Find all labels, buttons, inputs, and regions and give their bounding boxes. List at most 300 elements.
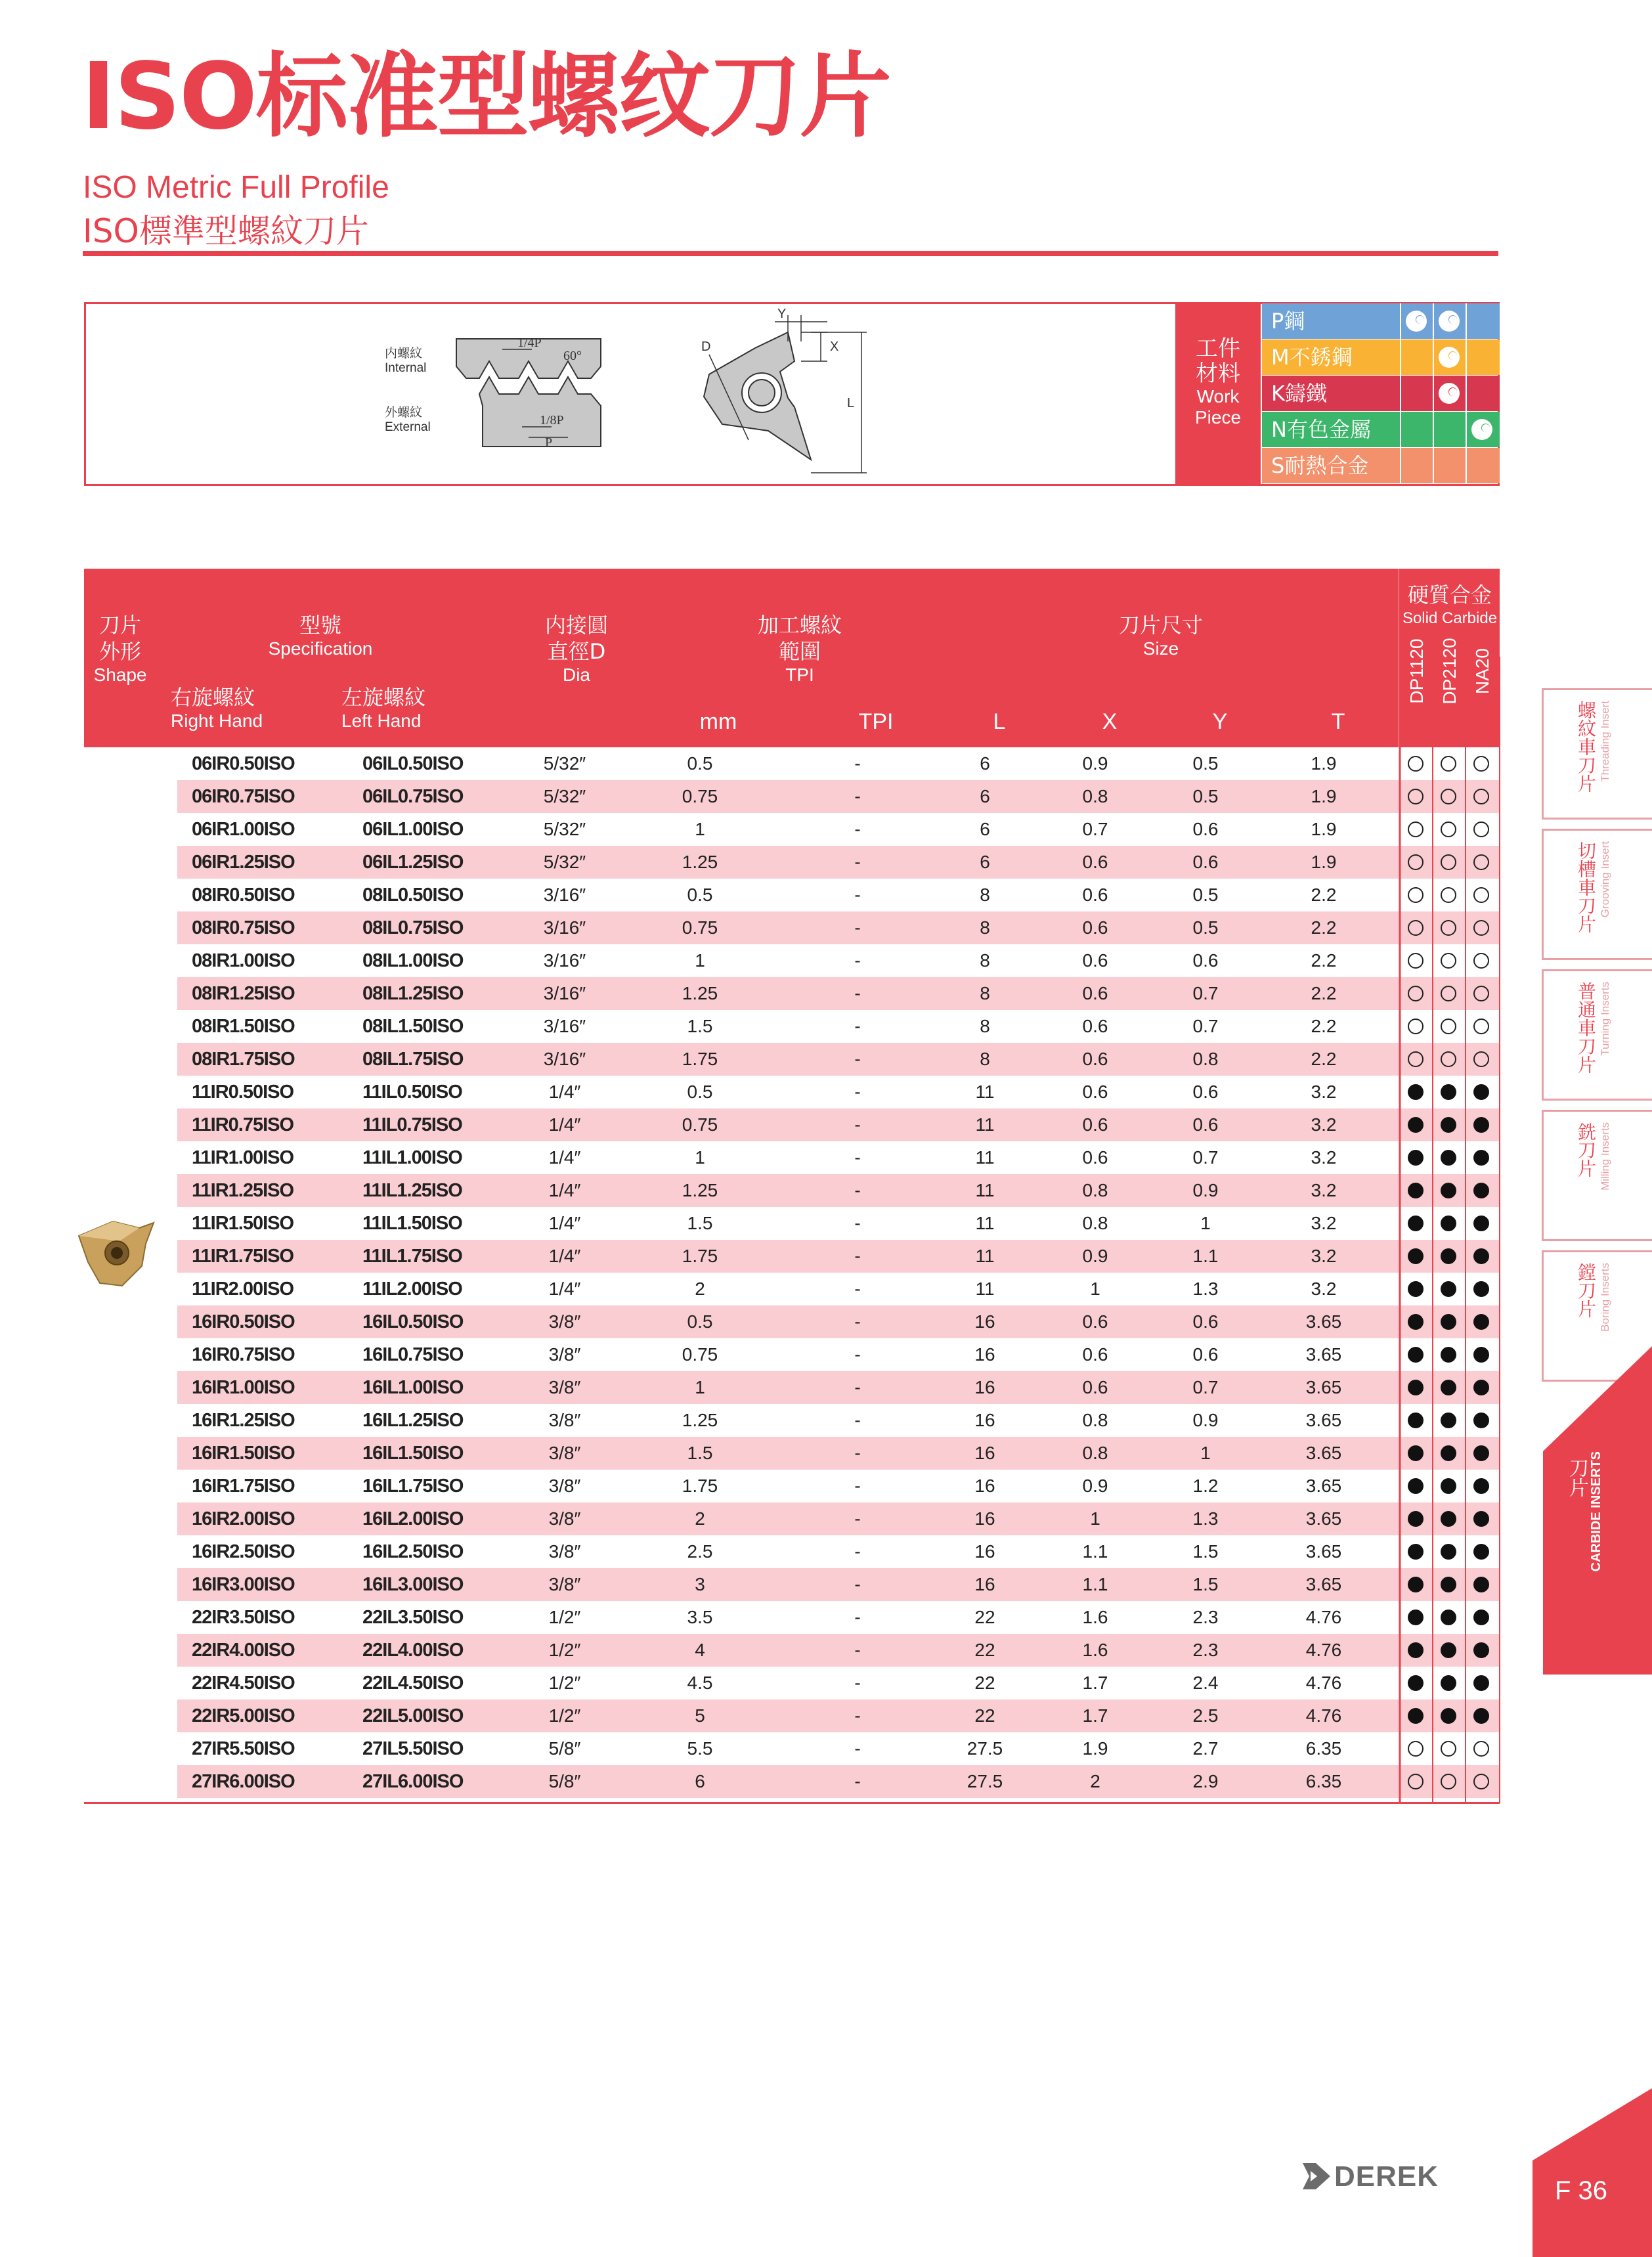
cell-x: 1.1 bbox=[1082, 1574, 1108, 1594]
side-tab[interactable] bbox=[1542, 829, 1652, 960]
cell-y: 0.6 bbox=[1192, 1344, 1219, 1365]
thread-profile-diagram bbox=[368, 309, 893, 481]
table-row bbox=[177, 1765, 1500, 1798]
filled-circle-icon bbox=[1408, 1642, 1424, 1658]
filled-circle-icon bbox=[1408, 1084, 1424, 1100]
work-piece-zh-2: 材料 bbox=[1196, 361, 1240, 387]
cell-y: 1.5 bbox=[1192, 1541, 1219, 1562]
cell-mm: 5.5 bbox=[687, 1738, 713, 1759]
table-row bbox=[177, 977, 1500, 1010]
cell-dia: 5/32″ bbox=[543, 786, 586, 806]
open-circle-icon bbox=[1441, 953, 1456, 969]
filled-circle-icon bbox=[1408, 1544, 1424, 1560]
filled-circle-icon bbox=[1473, 1577, 1489, 1592]
quarter-p-label: 1/4P bbox=[517, 336, 542, 350]
t-header: T bbox=[1331, 709, 1345, 734]
cell-left-hand: 11IL2.00ISO bbox=[362, 1279, 462, 1300]
cell-tpi: - bbox=[854, 1640, 861, 1660]
cell-dia: 5/32″ bbox=[543, 852, 586, 872]
l-dim-label: L bbox=[847, 396, 855, 410]
cell-left-hand: 27IL5.50ISO bbox=[362, 1738, 464, 1759]
cell-right-hand: 27IR6.00ISO bbox=[192, 1771, 295, 1792]
filled-circle-icon bbox=[1473, 1511, 1489, 1527]
open-circle-icon bbox=[1473, 1051, 1489, 1067]
solid-carbide-header bbox=[1400, 569, 1500, 747]
work-piece-cell bbox=[1433, 303, 1466, 339]
cell-dia: 1/4″ bbox=[548, 1147, 581, 1168]
work-piece-row bbox=[1262, 376, 1500, 411]
table-row bbox=[177, 1568, 1500, 1601]
cell-tpi: - bbox=[854, 1508, 861, 1529]
cell-left-hand: 16IL1.75ISO bbox=[362, 1476, 464, 1497]
filled-circle-icon bbox=[1441, 1216, 1456, 1231]
open-circle-icon bbox=[1441, 756, 1456, 772]
cell-x: 0.6 bbox=[1082, 852, 1108, 872]
cell-x: 0.8 bbox=[1082, 1410, 1108, 1430]
open-circle-icon bbox=[1408, 854, 1424, 870]
cell-t: 3.65 bbox=[1305, 1443, 1342, 1463]
cell-dia: 1/2″ bbox=[548, 1607, 581, 1627]
cell-dia: 3/8″ bbox=[548, 1410, 581, 1430]
work-piece-zh-1: 工件 bbox=[1196, 336, 1240, 362]
cell-right-hand: 27IR5.50ISO bbox=[192, 1738, 295, 1759]
cell-left-hand: 08IL1.25ISO bbox=[362, 983, 464, 1004]
cell-t: 3.65 bbox=[1305, 1377, 1342, 1397]
filled-circle-icon bbox=[1408, 1117, 1424, 1133]
cell-y: 0.6 bbox=[1192, 1114, 1219, 1135]
cell-dia: 3/8″ bbox=[548, 1443, 581, 1463]
filled-circle-icon bbox=[1473, 1708, 1489, 1724]
filled-circle-icon bbox=[1441, 1610, 1456, 1625]
filled-circle-icon bbox=[1473, 1314, 1489, 1330]
cell-y: 1.1 bbox=[1192, 1246, 1219, 1266]
cell-t: 4.76 bbox=[1305, 1640, 1342, 1660]
cell-dia: 1/2″ bbox=[548, 1640, 581, 1660]
cell-mm: 0.5 bbox=[687, 1082, 713, 1102]
table-row bbox=[177, 1108, 1500, 1141]
open-circle-icon bbox=[1473, 854, 1489, 870]
open-circle-icon bbox=[1408, 789, 1424, 804]
table-row bbox=[177, 1437, 1500, 1470]
filled-circle-icon bbox=[1441, 1478, 1456, 1494]
cell-mm: 6 bbox=[695, 1771, 705, 1791]
cell-mm: 1.75 bbox=[682, 1246, 718, 1266]
cell-dia: 3/8″ bbox=[548, 1377, 581, 1397]
cell-dia: 3/8″ bbox=[548, 1476, 581, 1496]
cell-tpi: - bbox=[854, 786, 861, 806]
cell-l: 22 bbox=[974, 1673, 995, 1693]
cell-dia: 1/4″ bbox=[548, 1082, 581, 1102]
cell-x: 0.6 bbox=[1082, 1147, 1108, 1168]
cell-mm: 0.5 bbox=[687, 885, 713, 905]
cell-left-hand: 22IL5.00ISO bbox=[362, 1705, 464, 1726]
cell-x: 0.6 bbox=[1082, 1049, 1108, 1069]
cell-x: 0.7 bbox=[1082, 819, 1108, 839]
subtitle-en: ISO Metric Full Profile bbox=[83, 170, 389, 205]
open-circle-icon bbox=[1473, 789, 1489, 804]
cell-left-hand: 22IL3.50ISO bbox=[362, 1607, 464, 1628]
cell-x: 0.6 bbox=[1082, 1377, 1108, 1397]
cell-l: 22 bbox=[974, 1705, 995, 1726]
cell-y: 1.3 bbox=[1192, 1279, 1219, 1299]
cell-x: 0.6 bbox=[1082, 1082, 1108, 1102]
cell-y: 0.5 bbox=[1192, 753, 1219, 774]
x-dim-label: X bbox=[830, 340, 839, 354]
work-piece-en-2: Piece bbox=[1194, 407, 1242, 427]
cell-t: 3.65 bbox=[1305, 1344, 1342, 1365]
open-circle-icon bbox=[1441, 920, 1456, 936]
cell-t: 3.2 bbox=[1311, 1147, 1337, 1168]
cell-mm: 0.75 bbox=[682, 1114, 718, 1135]
cell-tpi: - bbox=[854, 852, 861, 872]
x-header: X bbox=[1102, 709, 1118, 734]
cell-t: 2.2 bbox=[1311, 917, 1337, 938]
work-piece-en-1: Work bbox=[1196, 386, 1240, 406]
cell-y: 1 bbox=[1200, 1213, 1211, 1233]
open-circle-icon bbox=[1408, 953, 1424, 969]
cell-x: 1.6 bbox=[1082, 1607, 1108, 1627]
cell-y: 2.3 bbox=[1192, 1607, 1219, 1627]
suitable-icon bbox=[1471, 419, 1492, 440]
open-circle-icon bbox=[1408, 822, 1424, 837]
open-circle-icon bbox=[1408, 986, 1424, 1001]
open-circle-icon bbox=[1441, 1051, 1456, 1067]
table-row bbox=[177, 1502, 1500, 1535]
open-circle-icon bbox=[1473, 986, 1489, 1001]
cell-t: 4.76 bbox=[1305, 1673, 1342, 1693]
cell-t: 3.2 bbox=[1311, 1213, 1337, 1233]
cell-tpi: - bbox=[854, 1016, 861, 1036]
cell-right-hand: 16IR0.75ISO bbox=[192, 1344, 295, 1365]
cell-y: 1.2 bbox=[1192, 1476, 1219, 1496]
grade-na20: NA20 bbox=[1472, 647, 1492, 695]
side-tab-label-en: Boring Inserts bbox=[1599, 1263, 1611, 1332]
cell-tpi: - bbox=[854, 1476, 861, 1496]
open-circle-icon bbox=[1441, 854, 1456, 870]
cell-x: 1 bbox=[1090, 1508, 1100, 1529]
open-circle-icon bbox=[1473, 1774, 1489, 1789]
internal-label-zh: 内螺紋 bbox=[385, 346, 423, 361]
eighth-p-label: 1/8P bbox=[540, 413, 564, 427]
derek-logo-icon bbox=[1301, 2160, 1332, 2191]
cell-tpi: - bbox=[854, 819, 861, 839]
cell-left-hand: 22IL4.00ISO bbox=[362, 1640, 464, 1661]
open-circle-icon bbox=[1441, 822, 1456, 837]
cell-x: 0.8 bbox=[1082, 786, 1108, 806]
open-circle-icon bbox=[1441, 986, 1456, 1001]
side-tab[interactable] bbox=[1542, 688, 1652, 820]
cell-dia: 3/16″ bbox=[543, 885, 586, 905]
open-circle-icon bbox=[1408, 1741, 1424, 1757]
carbide-zh: 硬質合金 bbox=[1407, 582, 1492, 607]
cell-left-hand: 16IL3.00ISO bbox=[362, 1574, 464, 1595]
cell-right-hand: 22IR5.00ISO bbox=[192, 1705, 295, 1726]
cell-tpi: - bbox=[854, 1410, 861, 1430]
cell-y: 2.5 bbox=[1192, 1705, 1219, 1726]
open-circle-icon bbox=[1408, 1051, 1424, 1067]
filled-circle-icon bbox=[1408, 1708, 1424, 1724]
table-row bbox=[177, 1404, 1500, 1437]
cell-right-hand: 06IR1.25ISO bbox=[192, 852, 295, 873]
cell-x: 1.9 bbox=[1082, 1738, 1108, 1759]
cell-l: 22 bbox=[974, 1607, 995, 1627]
filled-circle-icon bbox=[1473, 1380, 1489, 1395]
cell-x: 0.9 bbox=[1082, 1246, 1108, 1266]
work-piece-label: S耐熱合金 bbox=[1271, 453, 1369, 478]
cell-right-hand: 06IR1.00ISO bbox=[192, 819, 295, 840]
cell-right-hand: 16IR0.50ISO bbox=[192, 1311, 295, 1332]
table-row bbox=[177, 747, 1500, 780]
work-piece-label: P鋼 bbox=[1271, 309, 1305, 334]
cell-y: 2.3 bbox=[1192, 1640, 1219, 1660]
cell-right-hand: 06IR0.75ISO bbox=[192, 786, 295, 807]
filled-circle-icon bbox=[1408, 1445, 1424, 1461]
cell-x: 0.9 bbox=[1082, 753, 1108, 774]
cell-l: 16 bbox=[974, 1476, 995, 1496]
cell-tpi: - bbox=[854, 1541, 861, 1562]
filled-circle-icon bbox=[1441, 1675, 1456, 1691]
cell-t: 3.2 bbox=[1311, 1279, 1337, 1299]
cell-y: 0.6 bbox=[1192, 1311, 1219, 1332]
cell-dia: 1/2″ bbox=[548, 1673, 581, 1693]
grade-dp2120: DP2120 bbox=[1439, 638, 1460, 705]
page-title: ISO标准型螺纹刀片 bbox=[81, 43, 890, 150]
cell-y: 0.7 bbox=[1192, 983, 1219, 1003]
open-circle-icon bbox=[1473, 953, 1489, 969]
cell-y: 0.5 bbox=[1192, 917, 1219, 938]
filled-circle-icon bbox=[1408, 1675, 1424, 1691]
d-dim-label: D bbox=[701, 340, 711, 354]
filled-circle-icon bbox=[1408, 1413, 1424, 1428]
filled-circle-icon bbox=[1441, 1577, 1456, 1592]
brand-logo: DEREK bbox=[1334, 2160, 1439, 2193]
cell-l: 16 bbox=[974, 1443, 995, 1463]
cell-x: 1.6 bbox=[1082, 1640, 1108, 1660]
cell-dia: 1/2″ bbox=[548, 1705, 581, 1726]
cell-dia: 1/4″ bbox=[548, 1246, 581, 1266]
cell-tpi: - bbox=[854, 917, 861, 938]
filled-circle-icon bbox=[1441, 1281, 1456, 1297]
work-piece-cell bbox=[1400, 303, 1433, 339]
cell-left-hand: 11IL1.75ISO bbox=[362, 1246, 462, 1267]
filled-circle-icon bbox=[1473, 1544, 1489, 1560]
cell-t: 3.65 bbox=[1305, 1574, 1342, 1594]
cell-x: 0.6 bbox=[1082, 950, 1108, 971]
cell-mm: 1 bbox=[695, 1147, 705, 1168]
cell-tpi: - bbox=[854, 1344, 861, 1365]
filled-circle-icon bbox=[1473, 1675, 1489, 1691]
cell-y: 2.9 bbox=[1192, 1771, 1219, 1791]
table-row bbox=[177, 1305, 1500, 1338]
cell-mm: 1.25 bbox=[682, 1410, 718, 1430]
filled-circle-icon bbox=[1408, 1314, 1424, 1330]
cell-t: 3.65 bbox=[1305, 1410, 1342, 1430]
internal-label-en: Internal bbox=[385, 361, 427, 375]
cell-right-hand: 16IR2.50ISO bbox=[192, 1541, 295, 1562]
cell-tpi: - bbox=[854, 1082, 861, 1102]
table-row bbox=[177, 780, 1500, 813]
shape-header: 刀片 外形 Shape bbox=[93, 613, 147, 685]
cell-y: 0.6 bbox=[1192, 1082, 1219, 1102]
open-circle-icon bbox=[1473, 1019, 1489, 1034]
cell-x: 0.6 bbox=[1082, 1114, 1108, 1135]
cell-x: 0.6 bbox=[1082, 917, 1108, 938]
cell-dia: 1/4″ bbox=[548, 1213, 581, 1233]
cell-l: 8 bbox=[980, 885, 990, 905]
filled-circle-icon bbox=[1441, 1544, 1456, 1560]
cell-right-hand: 22IR4.00ISO bbox=[192, 1640, 295, 1661]
cell-left-hand: 27IL6.00ISO bbox=[362, 1771, 464, 1792]
cell-mm: 2.5 bbox=[687, 1541, 713, 1562]
cell-mm: 1.75 bbox=[682, 1049, 718, 1069]
table-row bbox=[177, 911, 1500, 944]
cell-x: 1.1 bbox=[1082, 1541, 1108, 1562]
cell-dia: 1/4″ bbox=[548, 1180, 581, 1200]
filled-circle-icon bbox=[1441, 1511, 1456, 1527]
cell-left-hand: 16IL1.25ISO bbox=[362, 1410, 464, 1431]
cell-right-hand: 11IR1.00ISO bbox=[192, 1147, 294, 1168]
open-circle-icon bbox=[1473, 887, 1489, 903]
table-row bbox=[177, 944, 1500, 977]
cell-l: 6 bbox=[980, 819, 990, 839]
cell-left-hand: 08IL1.50ISO bbox=[362, 1016, 464, 1037]
filled-circle-icon bbox=[1441, 1314, 1456, 1330]
l-header: L bbox=[993, 709, 1006, 734]
work-piece-cell bbox=[1400, 412, 1433, 447]
cell-mm: 0.75 bbox=[682, 1344, 718, 1365]
cell-t: 3.2 bbox=[1311, 1246, 1337, 1266]
cell-y: 0.7 bbox=[1192, 1147, 1219, 1168]
side-tab-label-zh: 螺紋車刀片 bbox=[1575, 701, 1597, 793]
cell-right-hand: 22IR3.50ISO bbox=[192, 1607, 295, 1628]
work-piece-cell bbox=[1433, 412, 1466, 447]
work-piece-cell bbox=[1466, 340, 1498, 375]
size-header: 刀片尺寸 Size bbox=[1118, 613, 1203, 659]
work-piece-cell bbox=[1400, 340, 1433, 375]
left-hand-header: 左旋螺紋 Left Hand bbox=[341, 685, 426, 731]
cell-tpi: - bbox=[854, 753, 861, 774]
work-piece-row bbox=[1262, 340, 1500, 375]
cell-mm: 0.75 bbox=[682, 786, 718, 806]
cell-right-hand: 08IR1.25ISO bbox=[192, 983, 295, 1004]
table-row bbox=[177, 813, 1500, 846]
cell-tpi: - bbox=[854, 1279, 861, 1299]
filled-circle-icon bbox=[1441, 1708, 1456, 1724]
cell-x: 0.8 bbox=[1082, 1180, 1108, 1200]
work-piece-cell bbox=[1433, 340, 1466, 375]
tpi-header: TPI bbox=[858, 709, 894, 734]
carbide-tab-en[interactable]: CARBIDE INSERTS bbox=[1589, 1451, 1603, 1572]
suitable-icon bbox=[1406, 311, 1427, 332]
work-piece-label: N有色金屬 bbox=[1271, 417, 1371, 442]
side-tab-label-zh: 普通車刀片 bbox=[1575, 982, 1597, 1074]
cell-right-hand: 16IR1.00ISO bbox=[192, 1377, 295, 1398]
work-piece-cell bbox=[1433, 448, 1466, 483]
filled-circle-icon bbox=[1473, 1478, 1489, 1494]
cell-dia: 3/8″ bbox=[548, 1344, 581, 1365]
table-row bbox=[177, 1010, 1500, 1043]
open-circle-icon bbox=[1408, 1774, 1424, 1789]
p-label: P bbox=[545, 435, 553, 450]
suitable-icon bbox=[1439, 311, 1460, 332]
filled-circle-icon bbox=[1473, 1248, 1489, 1264]
y-header: Y bbox=[1212, 709, 1228, 734]
cell-l: 11 bbox=[975, 1180, 995, 1200]
table-header bbox=[84, 569, 1399, 747]
filled-circle-icon bbox=[1473, 1216, 1489, 1231]
cell-left-hand: 11IL1.00ISO bbox=[362, 1147, 462, 1168]
cell-mm: 3.5 bbox=[687, 1607, 713, 1627]
open-circle-icon bbox=[1408, 756, 1424, 772]
side-tab[interactable] bbox=[1542, 969, 1652, 1101]
cell-dia: 3/8″ bbox=[548, 1541, 581, 1562]
cell-mm: 0.5 bbox=[687, 1311, 713, 1332]
cell-l: 8 bbox=[980, 917, 990, 938]
cell-l: 16 bbox=[974, 1574, 995, 1594]
filled-circle-icon bbox=[1473, 1084, 1489, 1100]
open-circle-icon bbox=[1408, 920, 1424, 936]
page-corner bbox=[1532, 2088, 1652, 2257]
cell-mm: 4.5 bbox=[687, 1673, 713, 1693]
cell-t: 4.76 bbox=[1305, 1705, 1342, 1726]
side-tab[interactable] bbox=[1542, 1110, 1652, 1241]
cell-y: 0.5 bbox=[1192, 786, 1219, 806]
open-circle-icon bbox=[1408, 1019, 1424, 1034]
cell-left-hand: 16IL1.00ISO bbox=[362, 1377, 464, 1398]
cell-dia: 3/16″ bbox=[543, 1049, 586, 1069]
cell-mm: 5 bbox=[695, 1705, 705, 1726]
filled-circle-icon bbox=[1441, 1084, 1456, 1100]
carbide-en: Solid Carbide bbox=[1402, 609, 1498, 627]
cell-tpi: - bbox=[854, 1738, 861, 1759]
cell-left-hand: 16IL0.50ISO bbox=[362, 1311, 464, 1332]
cell-right-hand: 08IR0.75ISO bbox=[192, 917, 295, 938]
table-row bbox=[177, 846, 1500, 879]
cell-y: 0.9 bbox=[1192, 1410, 1219, 1430]
cell-t: 6.35 bbox=[1305, 1738, 1342, 1759]
side-tab-label-en: Threading Insert bbox=[1599, 701, 1611, 782]
cell-tpi: - bbox=[854, 1049, 861, 1069]
cell-y: 0.7 bbox=[1192, 1377, 1219, 1397]
cell-l: 11 bbox=[975, 1082, 995, 1102]
cell-x: 0.6 bbox=[1082, 1311, 1108, 1332]
filled-circle-icon bbox=[1408, 1216, 1424, 1231]
cell-y: 0.5 bbox=[1192, 885, 1219, 905]
cell-right-hand: 11IR0.50ISO bbox=[192, 1082, 294, 1103]
filled-circle-icon bbox=[1408, 1183, 1424, 1198]
carbide-tab-zh[interactable]: 刀片 bbox=[1565, 1458, 1588, 1497]
cell-l: 6 bbox=[980, 786, 990, 806]
cell-left-hand: 16IL1.50ISO bbox=[362, 1443, 464, 1464]
table-row bbox=[177, 1535, 1500, 1568]
tpi-range-header: 加工螺紋 範圍 TPI bbox=[757, 613, 842, 685]
cell-mm: 1.25 bbox=[682, 852, 718, 872]
cell-x: 2 bbox=[1090, 1771, 1100, 1791]
filled-circle-icon bbox=[1473, 1347, 1489, 1363]
cell-right-hand: 11IR1.50ISO bbox=[192, 1213, 294, 1234]
cell-mm: 2 bbox=[695, 1508, 705, 1529]
cell-x: 0.6 bbox=[1082, 983, 1108, 1003]
cell-tpi: - bbox=[854, 983, 861, 1003]
cell-x: 1.7 bbox=[1082, 1673, 1108, 1693]
cell-left-hand: 16IL2.50ISO bbox=[362, 1541, 464, 1562]
cell-left-hand: 11IL1.50ISO bbox=[362, 1213, 462, 1234]
filled-circle-icon bbox=[1408, 1380, 1424, 1395]
filled-circle-icon bbox=[1473, 1183, 1489, 1198]
filled-circle-icon bbox=[1408, 1610, 1424, 1625]
table-bottom-rule bbox=[84, 1802, 1500, 1804]
filled-circle-icon bbox=[1473, 1642, 1489, 1658]
